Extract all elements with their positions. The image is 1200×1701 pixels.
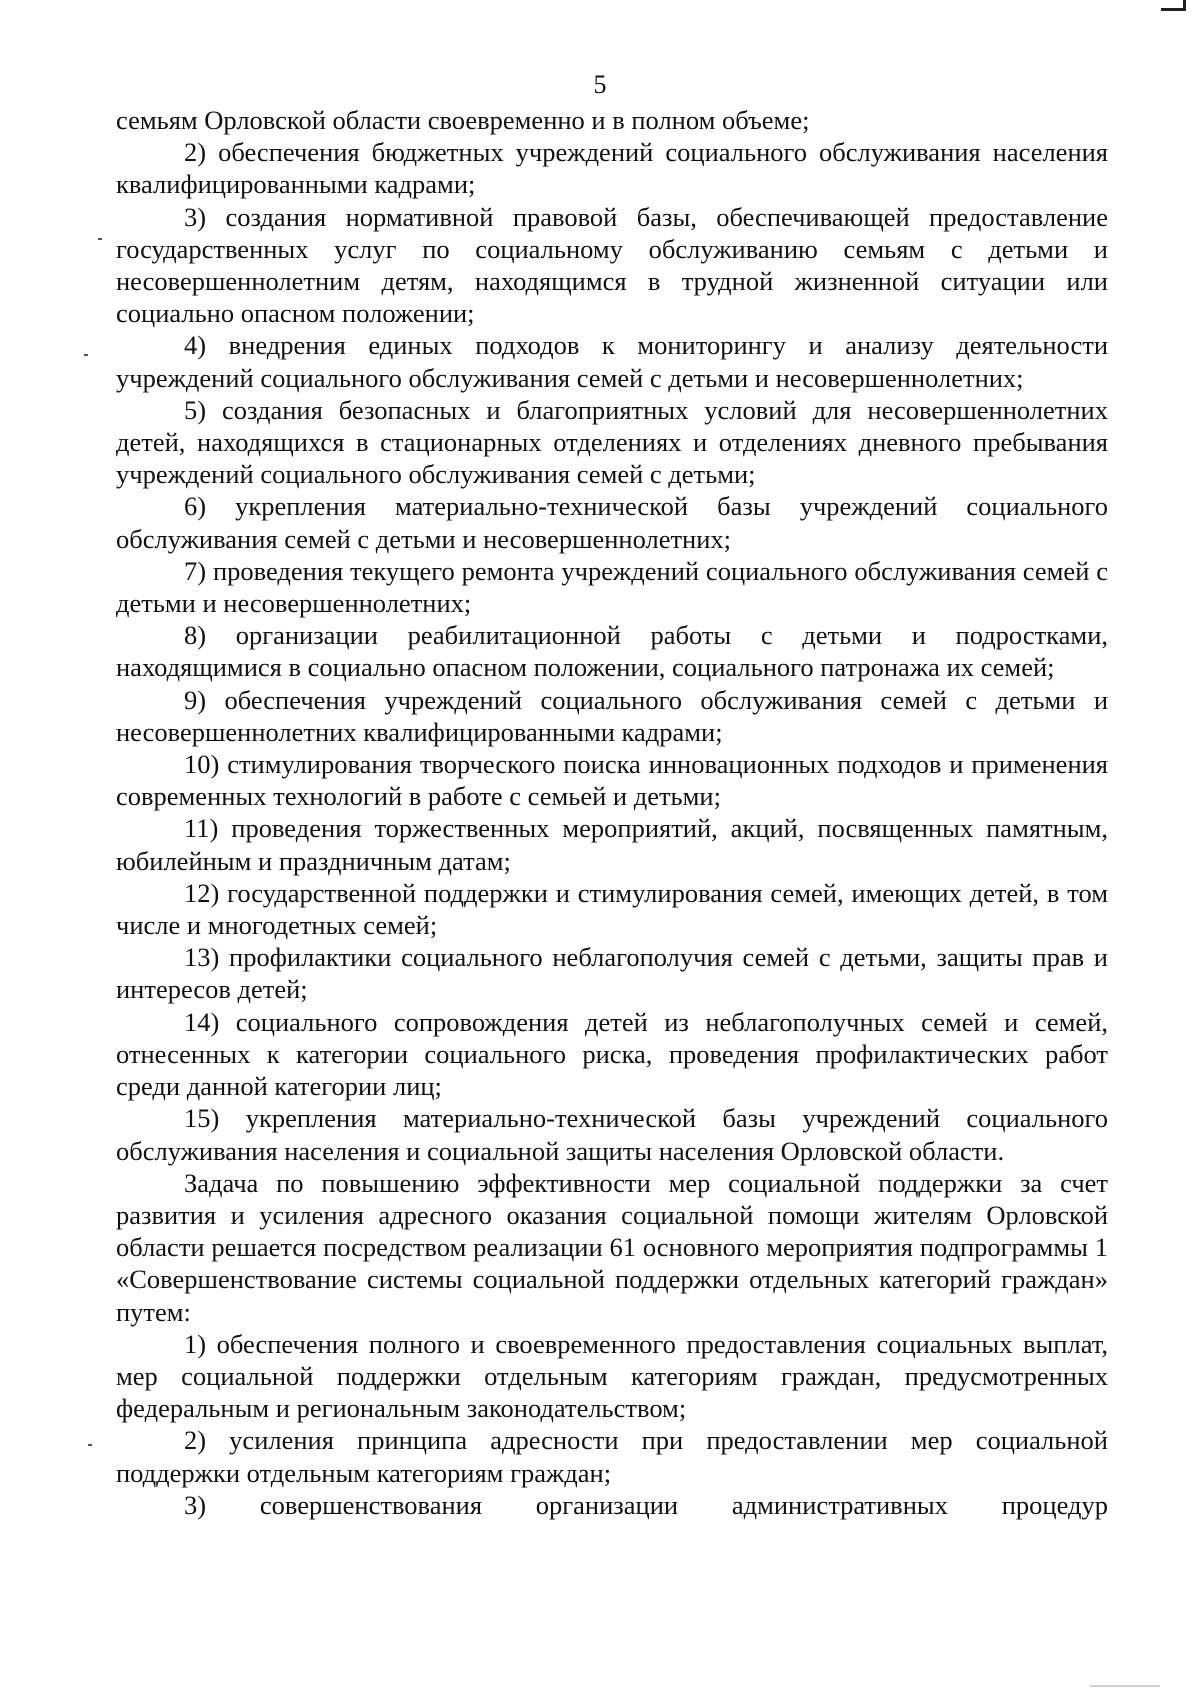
paragraph: 3) создания нормативной правовой базы, обеспечивающей предоставление государственных услуг по социальному обслуживанию семьям с детьми и несовершеннолетним детям, находящимся в трудной жизненной ситуации или социально опасном положении; bbox=[116, 201, 1108, 329]
paragraph: 2) обеспечения бюджетных учреждений социального обслуживания населения квалифицированными кадрами; bbox=[116, 137, 1108, 200]
paragraph: 11) проведения торжественных мероприятий, акций, посвященных памятным, юбилейным и праздничным датам; bbox=[116, 813, 1108, 876]
paragraph: 3) совершенствования организации административных процедур bbox=[184, 1489, 1108, 1520]
scan-speck bbox=[98, 238, 102, 240]
scan-speck bbox=[88, 1444, 92, 1446]
paragraph: 14) социального сопровождения детей из неблагополучных семей и семей, отнесенных к категории социального риска, проведения профилактических работ среди данной категории лиц; bbox=[116, 1006, 1108, 1102]
paragraph: Задача по повышению эффективности мер социальной поддержки за счет развития и усиления адресного оказания социальной помощи жителям Орловской области решается посредством реализации 61 основного мероприятия подпрограммы 1 «Совершенствование системы социальной поддержки отдельных категорий граждан» путем: bbox=[116, 1167, 1108, 1327]
paragraph: 7) проведения текущего ремонта учреждений социального обслуживания семей с детьми и несовершеннолетних; bbox=[116, 555, 1108, 619]
scan-footer-mark bbox=[1090, 1685, 1160, 1687]
paragraph: 13) профилактики социального неблагополучия семей с детьми, защиты прав и интересов детей; bbox=[116, 942, 1108, 1005]
paragraph: 12) государственной поддержки и стимулирования семей, имеющих детей, в том числе и многодетных семей; bbox=[116, 877, 1108, 941]
paragraph: 5) создания безопасных и благоприятных условий для несовершеннолетних детей, находящихся в стационарных отделениях и отделениях дневного пребывания учреждений социального обслуживания семей с детьми; bbox=[116, 394, 1108, 490]
document-body bbox=[116, 104, 1108, 1521]
paragraph: 2) усиления принципа адресности при предоставлении мер социальной поддержки отдельным категориям граждан; bbox=[116, 1425, 1108, 1488]
scan-corner-mark bbox=[1161, 0, 1186, 11]
paragraph: семьям Орловской области своевременно и в полном объеме; bbox=[116, 105, 810, 135]
paragraph: 6) укрепления материально-технической базы учреждений социального обслуживания семей с детьми и несовершеннолетних; bbox=[116, 491, 1108, 554]
paragraph: 15) укрепления материально-технической базы учреждений социального обслуживания населения и социальной защиты населения Орловской области. bbox=[116, 1103, 1108, 1166]
scan-speck bbox=[84, 354, 88, 356]
paragraph: 4) внедрения единых подходов к мониторингу и анализу деятельности учреждений социального обслуживания семей с детьми и несовершеннолетних; bbox=[116, 330, 1108, 393]
paragraph: 10) стимулирования творческого поиска инновационных подходов и применения современных технологий в работе с семьей и детьми; bbox=[116, 749, 1108, 812]
paragraph: 1) обеспечения полного и своевременного предоставления социальных выплат, мер социальной поддержки отдельным категориям граждан, предусмотренных федеральным и региональным законодательством; bbox=[116, 1328, 1108, 1424]
paragraph: 9) обеспечения учреждений социального обслуживания семей с детьми и несовершеннолетних квалифицированными кадрами; bbox=[116, 684, 1108, 747]
paragraph: 8) организации реабилитационной работы с детьми и подростками, находящимися в социально опасном положении, социального патронажа их семей; bbox=[116, 620, 1108, 683]
page-number: 5 bbox=[593, 70, 607, 99]
